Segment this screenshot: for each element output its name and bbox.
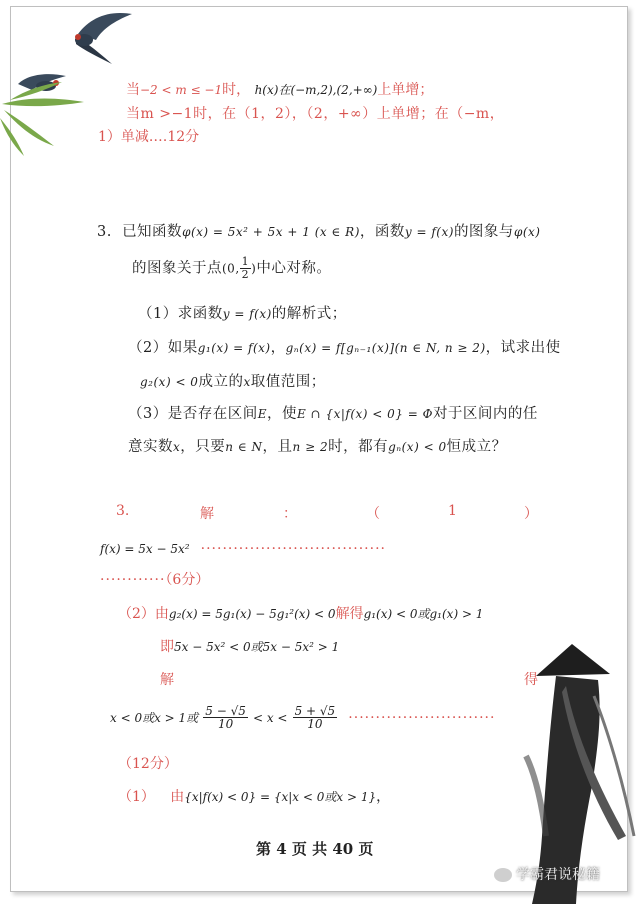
- solution-part2-line3: x < 0或x > 1或 $\frac{5 - √5}{10}$ < x < $\frac{5 + √5}{10}$ ···························: [110, 704, 496, 731]
- fraction-upper-root: $\frac{5 + √5}{10}$: [294, 704, 336, 731]
- problem3-question3-cont: 意实数x，只要n ∈ N，且n ≥ 2时，都有gₙ(x) < 0恒成立？: [128, 439, 507, 455]
- prev-part-line3: 1）单减.…12分: [98, 129, 200, 145]
- problem3-question2: （2）如果g₁(x) = f(x)，gₙ(x) = f[gₙ₋₁(x)](n ∈ N, n ≥ 2)，试求出使: [128, 340, 561, 356]
- solution-score6: ············（6分）: [100, 572, 210, 588]
- bamboo-leaves-icon: [0, 82, 84, 156]
- fraction-lower-root: $\frac{5 - √5}{10}$: [205, 704, 246, 731]
- watermark: 学霸君说秘籍: [494, 864, 600, 884]
- swallow-top-icon: [75, 13, 132, 64]
- solution-part2-line1: （2）由g₂(x) = 5g₁(x) − 5g₁²(x) < 0解得g₁(x) < 0或g₁(x) > 1: [118, 606, 484, 622]
- prev-part-line1: 当−2 < m ≤ −1时， h(x)在(−m,2),(2,+∞)上单增；: [126, 82, 434, 98]
- problem3-question1: （1）求函数y = f(x)的解析式；: [138, 306, 347, 322]
- prev-part-line2: 当m >−1时，在（1，2），（2，+∞）上单增；在（−m，: [126, 106, 505, 122]
- problem3-question2-cont: g₂(x) < 0成立的x取值范围；: [140, 374, 326, 390]
- fraction-one-half: $\frac{1}{2}$: [241, 255, 250, 281]
- solution-part3-line1: （1） 由{x|f(x) < 0} = {x|x < 0或x > 1}，: [118, 789, 391, 805]
- wechat-icon: [494, 868, 512, 882]
- problem3-question3: （3）是否存在区间E，使E ∩ {x|f(x) < 0} = Φ对于区间内的任: [128, 406, 538, 422]
- solution-fx-line: f(x) = 5x − 5x² ··································: [100, 541, 386, 557]
- solution-part2-line2: 即5x − 5x² < 0或5x − 5x² > 1: [160, 639, 340, 655]
- problem3-line1: 3. 已知函数φ(x) = 5x² + 5x + 1 (x ∈ R)，函数y = f(x)的图象与φ(x): [97, 224, 541, 240]
- solution-score12: （12分）: [118, 756, 178, 772]
- page-footer: 第 4 页 共 40 页: [256, 840, 374, 858]
- problem3-line2: 的图象关于点(0, $\frac{1}{2}$ )中心对称。: [132, 255, 332, 281]
